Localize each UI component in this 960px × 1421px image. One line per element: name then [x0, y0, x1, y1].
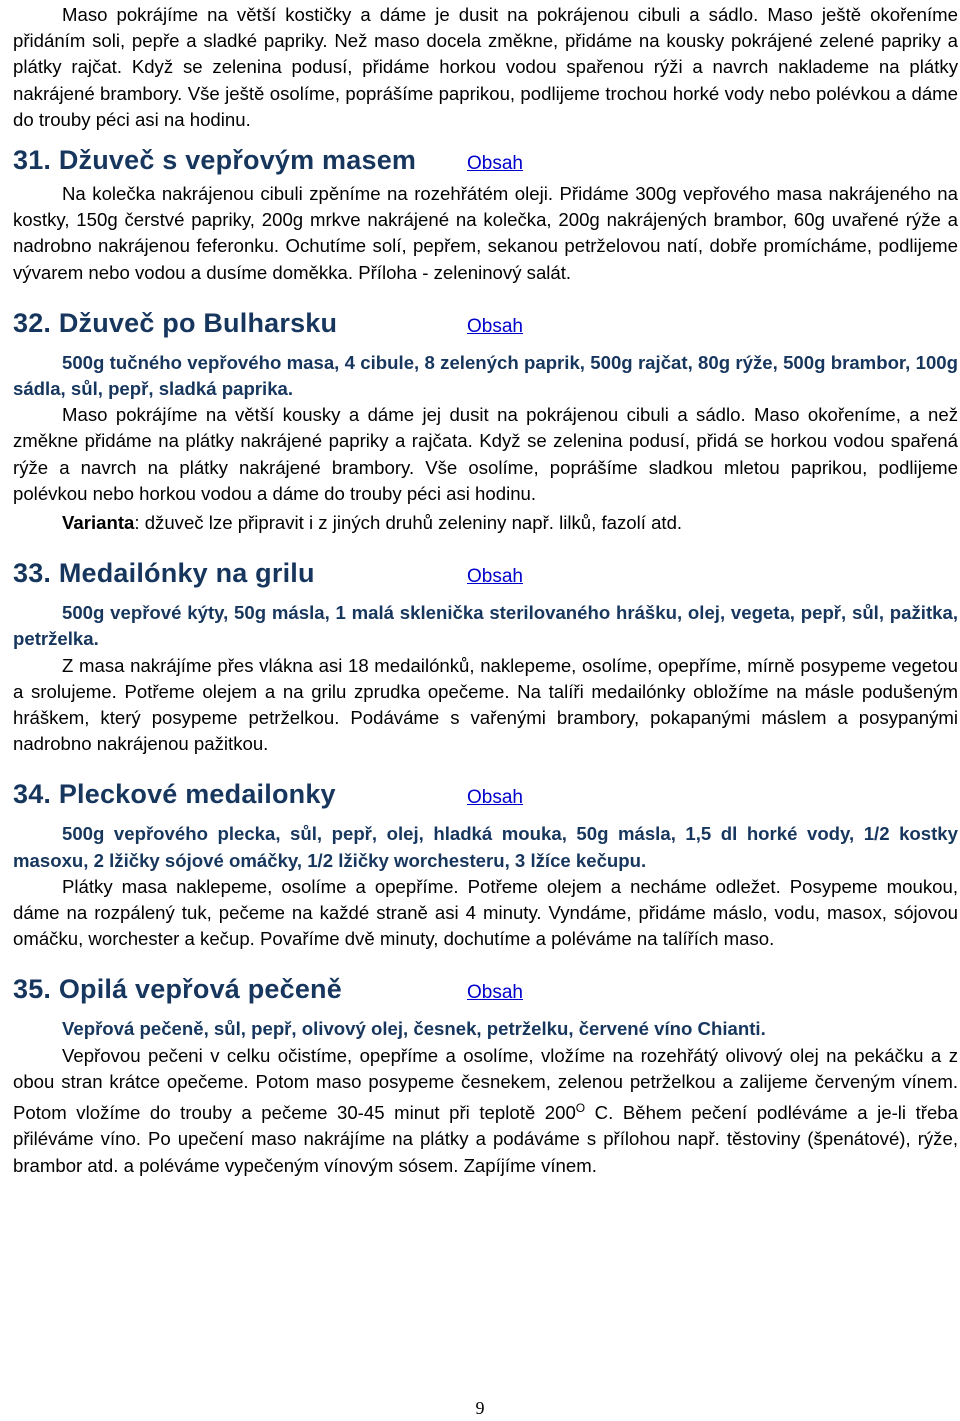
recipe-34-heading [13, 779, 958, 815]
recipe-31-body: Na kolečka nakrájenou cibuli zpěníme na rozehřátém oleji. Přidáme 300g vepřového masa nakrájeného na kostky, 150g čerstvé papriky, 200g mrkve nakrájené na kolečka, 200g nakrájených brambor, 60g uvařené rýže a nadrobno nakrájenou feferonku. Ochutíme solí, pepřem, sekanou petrželovou natí, dobře promícháme, podlijeme vývarem nebo vodou a dusíme doměkka. Příloha - zeleninový salát. [13, 183, 958, 283]
recipe-33-heading [13, 558, 958, 594]
recipe-35-ingredients: Vepřová pečeně, sůl, pepř, olivový olej, česnek, petrželku, červené víno Chianti. [62, 1018, 766, 1040]
recipe-34-body: Plátky masa naklepeme, osolíme a opepříme. Potřeme olejem a necháme odležet. Posypeme moukou, dáme na rozpálený tuk, pečeme na každé straně asi 4 minuty. Vyndáme, přidáme máslo, vodu, masox, sójovou omáčku, worchester a kečup. Povaříme dvě minuty, dochutíme a poléváme na talířích maso. [13, 875, 958, 950]
recipe-32-ingredients: 500g tučného vepřového masa, 4 cibule, 8 zelených paprik, 500g rajčat, 80g rýže, 500g brambor, 100g sádla, sůl, pepř, sladká paprika. [13, 351, 958, 400]
recipe-32-title: 32. Džuveč po Bulharsku [13, 307, 338, 338]
recipe-31-contents-link[interactable]: Obsah [467, 153, 523, 175]
recipe-32-body: Maso pokrájíme na větší kousky a dáme jej dusit na pokrájenou cibuli a sádlo. Maso okořeníme, a než změkne přidáme na plátky nakrájené papriky a rajčata. Když se zelenina podusí, přidá se horkou vodou spařená rýže a navrch na plátky nakrájené brambory. Vše osolíme, poprášíme sladkou mletou paprikou, podlijeme polévkou nebo horkou vodou a dáme do trouby péci asi hodinu. [13, 404, 958, 504]
recipe-31-title: 31. Džuveč s vepřovým masem [13, 145, 417, 176]
recipe-34-title: 34. Pleckové medailonky [13, 779, 336, 810]
degree-superscript: O [575, 1101, 586, 1116]
recipe-33-ingredients: 500g vepřové kýty, 50g másla, 1 malá sklenička sterilovaného hrášku, olej, vegeta, pepř, sůl, pažitka, petrželka. [13, 602, 958, 650]
recipe-35-body [13, 1043, 958, 1179]
recipe-32-variant [13, 510, 958, 536]
recipe-35-contents-link[interactable]: Obsah [467, 982, 523, 1004]
recipe-35-title: 35. Opilá vepřová pečeně [13, 974, 342, 1005]
recipe-33-body: Z masa nakrájíme přes vlákna asi 18 medailónků, naklepeme, osolíme, opepříme, mírně posypeme vegetou a srolujeme. Potřeme olejem a na grilu zprudka opečeme. Na talíři medailónky obložíme na másle podušeným hráškem, který posypeme petrželkou. Podáváme s vařenými brambory, pokapanými máslem a posypanými nadrobno nakrájenou pažitkou. [13, 654, 958, 755]
recipe-32-heading [13, 308, 958, 344]
intro-paragraph: Maso pokrájíme na větší kostičky a dáme je dusit na pokrájenou cibuli a sádlo. Maso ještě okořeníme přidáním soli, pepře a sladké papriky. Než maso docela změkne, přidáme na kousky pokrájené zelené papriky a plátky rajčat. Když se zelenina podusí, přidáme horkou vodou spařenou rýži a navrch naklademe na plátky nakrájené brambory. Vše ještě osolíme, poprášíme paprikou, podlijeme trochou horké vody nebo polévkou a dáme do trouby péci asi na hodinu. [13, 4, 958, 130]
document-page [13, 0, 958, 1179]
recipe-32-contents-link[interactable]: Obsah [467, 315, 523, 337]
recipe-34-contents-link[interactable]: Obsah [467, 787, 523, 809]
variant-label: Varianta [62, 512, 135, 534]
recipe-35-heading [13, 974, 958, 1010]
recipe-33-contents-link[interactable]: Obsah [467, 566, 523, 588]
recipe-33-title: 33. Medailónky na grilu [13, 558, 315, 589]
recipe-31-heading [13, 145, 958, 181]
recipe-35-body-a: Vepřovou pečeni v celku očistíme, opepříme a osolíme, vložíme na rozehřátý olivový olej na pekáčku a z obou stran krátce opečeme. Potom maso posypeme česnekem, zelenou petrželkou a zalijeme červeným vínem. Potom vložíme do trouby a pečeme 30-45 minut při teplotě 200 [13, 1044, 958, 1124]
recipe-34-ingredients: 500g vepřového plecka, sůl, pepř, olej, hladká mouka, 50g másla, 1,5 dl horké vody, 1/2 kostky masoxu, 2 lžičky sójové omáčky, 1/2 lžičky worchesteru, 3 lžíce kečupu. [13, 823, 958, 871]
recipe-35-body-b: C. Během pečení podléváme a je-li třeba přiléváme víno. Po upečení maso nakrájíme na plátky a podáváme s přílohou např. těstoviny (špenátové), rýže, brambor atd. a poléváme vypečeným vínovým sósem. Zapíjíme vínem. [13, 1102, 958, 1176]
page-number: 9 [475, 1398, 485, 1418]
variant-text: : džuveč lze připravit i z jiných druhů zeleniny např. lilků, fazolí atd. [134, 512, 683, 534]
